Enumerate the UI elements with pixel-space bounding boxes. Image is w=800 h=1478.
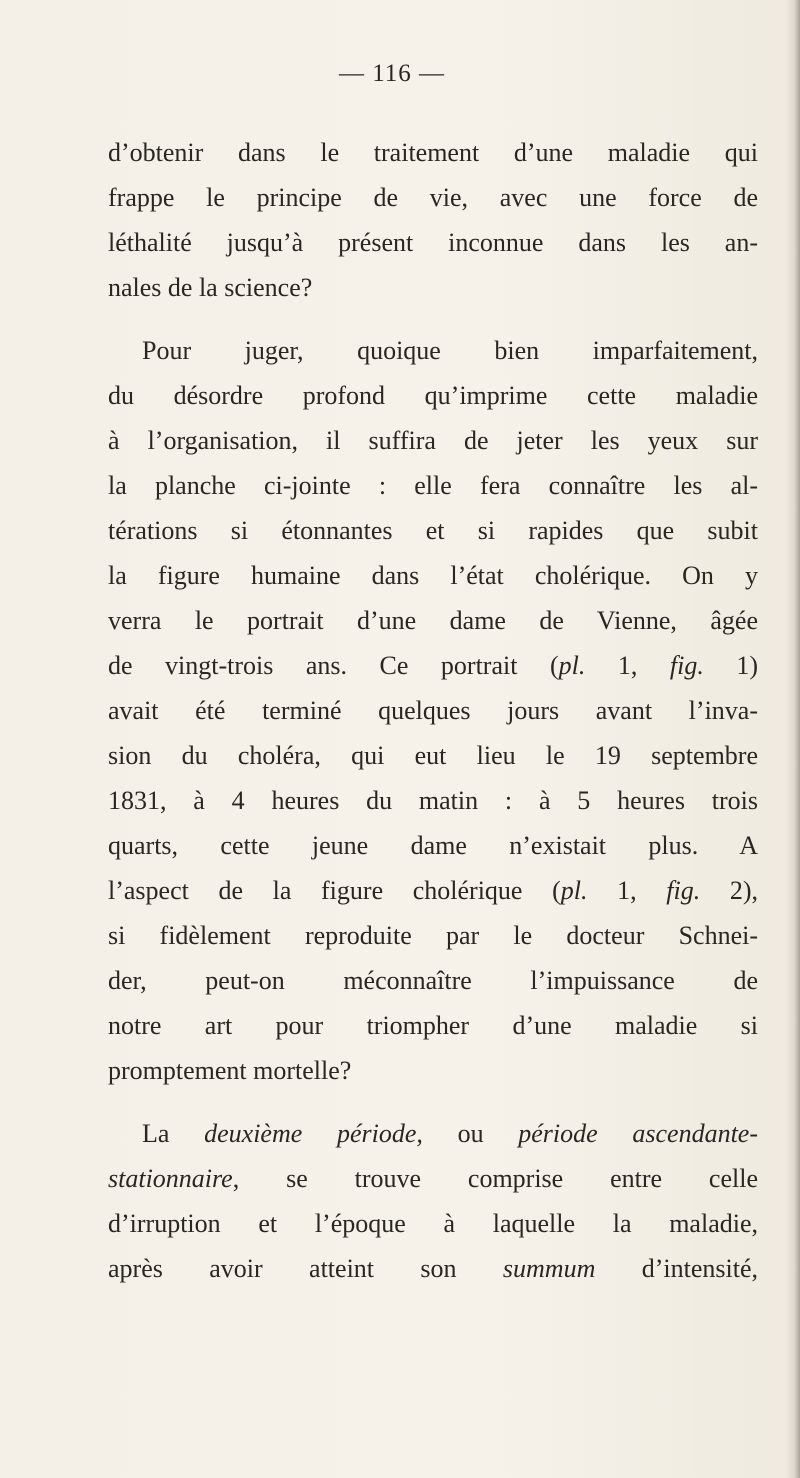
italic-text: fig. [669, 651, 704, 680]
text-run: 1) [703, 651, 758, 680]
italic-text: pl. [560, 876, 588, 905]
text-line [108, 1246, 758, 1291]
text-line [108, 868, 758, 913]
text-line: Pour juger, quoique bien imparfaitement, [142, 336, 758, 365]
text-line: à l’organisation, il suffira de jeter les yeux sur [108, 426, 758, 455]
text-run: , se trouve comprise entre celle [232, 1164, 758, 1193]
paragraph-gap [108, 310, 758, 328]
text-run: 2), [700, 876, 758, 905]
text-run: après avoir atteint son [108, 1254, 503, 1283]
italic-text: summum [502, 1254, 596, 1283]
page-number: — 116 — [338, 60, 446, 87]
paragraph-gap [108, 1093, 758, 1111]
text-run: 1, [585, 651, 670, 680]
text-run: ou [422, 1119, 519, 1148]
paragraph [108, 130, 758, 310]
paragraph [108, 1111, 758, 1291]
text-line: avait été terminé quelques jours avant l’inva- [108, 696, 758, 725]
text-line: du désordre profond qu’imprime cette maladie [108, 381, 758, 410]
text-line: frappe le principe de vie, avec une force de [108, 183, 758, 212]
text-line: térations si étonnantes et si rapides que subit [108, 516, 758, 545]
text-run: l’aspect de la figure cholérique ( [108, 876, 561, 905]
text-run: d’intensité, [595, 1254, 758, 1283]
text-line: d’irruption et l’époque à laquelle la maladie, [108, 1209, 758, 1238]
text-line: si fidèlement reproduite par le docteur Schnei- [108, 921, 758, 950]
italic-text: stationnaire [108, 1164, 233, 1193]
text-line: notre art pour triompher d’une maladie si [108, 1011, 758, 1040]
text-line: d’obtenir dans le traitement d’une maladie qui [108, 138, 758, 167]
text-line: la figure humaine dans l’état cholérique. On y [108, 561, 758, 590]
text-line: promptement mortelle? [108, 1056, 352, 1085]
text-line: 1831, à 4 heures du matin : à 5 heures trois [108, 786, 758, 815]
text-line: léthalité jusqu’à présent inconnue dans les an- [108, 228, 758, 257]
text-line [108, 643, 758, 688]
italic-text: deuxième période, [204, 1119, 423, 1148]
text-line: nales de la science? [108, 273, 313, 302]
text-run: 1, [587, 876, 667, 905]
text-line: der, peut-on méconnaître l’impuissance de [108, 966, 758, 995]
text-line [108, 1156, 758, 1201]
text-line: verra le portrait d’une dame de Vienne, âgée [108, 606, 758, 635]
italic-text: pl. [558, 651, 586, 680]
italic-text: fig. [666, 876, 701, 905]
italic-text: période ascendante- [518, 1119, 758, 1148]
text-run: La [142, 1119, 205, 1148]
paragraph [108, 328, 758, 1093]
text-line: quarts, cette jeune dame n’existait plus. A [108, 831, 758, 860]
text-line: la planche ci-jointe : elle fera connaître les al- [108, 471, 758, 500]
text-line [108, 1111, 758, 1156]
body-text [108, 130, 758, 1291]
text-line: sion du choléra, qui eut lieu le 19 septembre [108, 741, 758, 770]
page-edge-shadow [786, 0, 800, 1478]
text-run: de vingt-trois ans. Ce portrait ( [108, 651, 559, 680]
